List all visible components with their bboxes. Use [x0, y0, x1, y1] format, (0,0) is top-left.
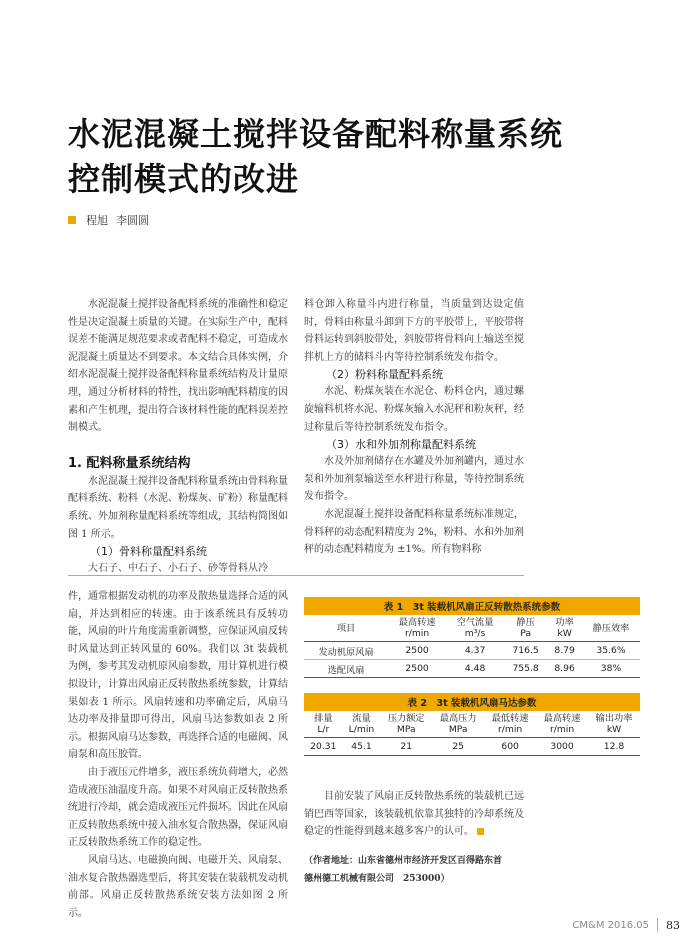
table-1-header: 静压效率: [582, 615, 640, 642]
table-cell: 2500: [388, 660, 446, 678]
article-title: [68, 112, 668, 202]
journal-label: CM&M 2016.05: [572, 919, 649, 931]
square-bullet-icon: [68, 216, 76, 224]
table-1-caption: 表 1 3t 装载机风扇正反转散热系统参数: [304, 597, 640, 615]
table-cell: 4.37: [446, 642, 504, 660]
table-cell: 选配风扇: [304, 660, 388, 678]
subheading-water-admixture: （3）水和外加剂称量配料系统: [326, 438, 476, 452]
paragraph: 目前安装了风扇正反转散热系统的装载机已远销巴西等国家，该装载机依靠其独特的冷却系统及稳定的性能得到越来越多客户的认可。: [304, 791, 524, 838]
table-row: [304, 642, 640, 660]
paragraph: 水泥混凝土搅拌设备配料称量系统标准规定，骨料秤的动态配料精度为 2%，粉料、水和外加剂秤的动态配料精度为 ±1%。所有物料称: [304, 508, 524, 556]
table-1-header: 功率 kW: [547, 615, 582, 642]
paragraph: 件，通常根据发动机的功率及散热量选择合适的风扇，并达到相应的转速。由于该系统具有反转功能，风扇的叶片角度需重新调整，应保证风扇反转时风量达到正转风量的 60%。我们以 3t 装载机为例，参考其发动机原风扇参数，用计算机进行模拟设计，计算出风扇正反转散热系统参数，计算结果如表 1 所示。风扇转速和功率确定后，风扇马达功率及排量即可得出，风扇马达参数如表 2 所示。根据风扇马达参数，再选择合适的电磁阀、风扇泵和高压胶管。: [68, 591, 288, 761]
table-row: [304, 738, 640, 756]
address-line-1: （作者地址：山东省德州市经济开发区百得路东首: [304, 856, 503, 866]
table-1-header: 空气流量 m³/s: [446, 615, 504, 642]
table-cell: 25: [432, 738, 484, 756]
section-heading-1: 1. 配料称量系统结构: [68, 455, 191, 471]
lower-left-column: [68, 588, 288, 922]
table-2-header: 流量 L/min: [343, 711, 381, 738]
end-mark-icon: [477, 828, 484, 835]
right-column: [304, 296, 524, 559]
table-2-header: 最高转速 r/min: [536, 711, 588, 738]
author-line: [68, 212, 157, 228]
table-cell: 35.6%: [582, 642, 640, 660]
table-2-header: 输出功率 kW: [588, 711, 640, 738]
table-1-header: 静压 Pa: [504, 615, 547, 642]
table-2-header: 压力额定 MPa: [380, 711, 432, 738]
table-cell: 600: [484, 738, 536, 756]
table-cell: 8.79: [547, 642, 582, 660]
paragraph: 料仓卸入称量斗内进行称量，当质量到达设定值时，骨料由称量斗卸到下方的平胶带上，平胶带将骨料运转到斜胶带处，斜胶带将骨料向上输送至搅拌机上方的储料斗内等待控制系统发布指令。: [304, 299, 524, 363]
table-2-header: 最低转速 r/min: [484, 711, 536, 738]
section-divider: [68, 575, 524, 576]
lower-right-column: [304, 788, 524, 841]
table-2-caption: 表 2 3t 装载机风扇马达参数: [304, 693, 640, 711]
table-cell: 2500: [388, 642, 446, 660]
table-cell: 755.8: [504, 660, 547, 678]
author-address: [304, 852, 544, 888]
subheading-powder: （2）粉料称量配料系统: [326, 368, 443, 382]
table-cell: 20.31: [304, 738, 343, 756]
paragraph: 风扇马达、电磁换向阀、电磁开关、风扇泵、油水复合散热器选型后，将其安装在装载机发动机前部。风扇正反转散热系统安装方法如图 2 所示。: [68, 854, 288, 919]
table-cell: 38%: [582, 660, 640, 678]
page-number: 83: [666, 918, 680, 932]
title-line-1: 水泥混凝土搅拌设备配料称量系统: [68, 115, 564, 153]
title-line-2: 控制模式的改进: [68, 160, 300, 198]
paragraph: 水泥、粉煤灰装在水泥仓、粉料仓内，通过螺旋输料机将水泥、粉煤灰输入水泥秤和粉灰秤，经过称量后等待控制系统发布指令。: [304, 386, 524, 433]
footer-divider: [657, 918, 658, 932]
table-cell: 45.1: [343, 738, 381, 756]
table-cell: 12.8: [588, 738, 640, 756]
table-cell: 3000: [536, 738, 588, 756]
paragraph: 大石子、中石子、小石子、砂等骨料从冷: [88, 563, 268, 575]
abstract-paragraph: 水泥混凝土搅拌设备配料系统的准确性和稳定性是决定混凝土质量的关键。在实际生产中，配料误差不能满足规范要求或者配料不稳定，可造成水泥混凝土质量达不到要求。本文结合具体实例，介绍水泥混凝土搅拌设备配料称量系统结构及计量原理，通过分析材料的特性，找出影响配料精度的因素和产生机理，提出符合该材料性能的配料误差控制模式。: [68, 299, 288, 434]
page-footer: [572, 918, 680, 932]
paragraph: 由于液压元件增多，液压系统负荷增大，必然造成液压油温度升高。如果不对风扇正反转散热系统进行冷却，就会造成液压元件损坏。因此在风扇正反转散热系统中接入油水复合散热器，保证风扇正反转散热系统工作的稳定性。: [68, 766, 288, 849]
table-cell: 21: [380, 738, 432, 756]
author-2: 李圆圆: [116, 214, 149, 227]
table-1-header: 最高转速 r/min: [388, 615, 446, 642]
left-column: [68, 296, 288, 578]
address-line-2: 德州德工机械有限公司 253000）: [304, 874, 450, 884]
table-2: [304, 693, 640, 756]
table-cell: 8.96: [547, 660, 582, 678]
table-cell: 716.5: [504, 642, 547, 660]
table-1: [304, 597, 640, 678]
table-1-header: 项目: [304, 615, 388, 642]
table-cell: 4.48: [446, 660, 504, 678]
table-cell: 发动机原风扇: [304, 642, 388, 660]
paragraph: 水及外加剂储存在水罐及外加剂罐内，通过水泵和外加剂泵输送至水秤进行称量，等待控制系统发布指令。: [304, 456, 524, 503]
paragraph: 水泥混凝土搅拌设备配料称量系统由骨料称量配料系统、粉料（水泥、粉煤灰、矿粉）称量配料系统、外加剂称量配料系统等组成，其结构简图如图 1 所示。: [68, 475, 288, 540]
table-row: [304, 660, 640, 678]
subheading-aggregate: （1）骨料称量配料系统: [90, 545, 207, 559]
table-2-header: 最高压力 MPa: [432, 711, 484, 738]
author-1: 程旭: [86, 214, 108, 227]
table-2-header: 排量 L/r: [304, 711, 343, 738]
